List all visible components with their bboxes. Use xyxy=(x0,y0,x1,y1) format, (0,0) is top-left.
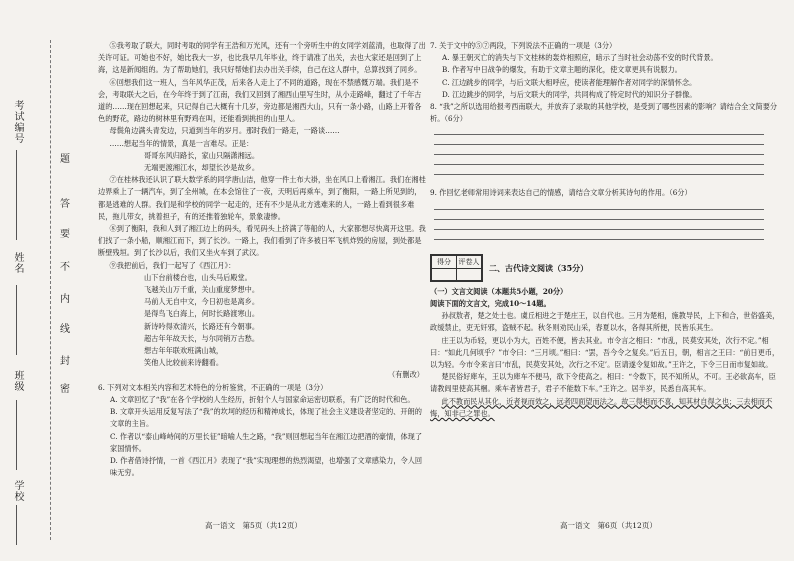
page-6-footer: 高一语文 第6页（共12页） xyxy=(560,521,657,530)
grader-cell[interactable] xyxy=(457,268,482,280)
poem-line: 无端更渡湘江水，却望长沙是故乡。 xyxy=(144,163,260,173)
question-9: 9. 作回忆老师常用诗词来表达自己的情感，请结合文章分析其诗句的作用。（6分） xyxy=(430,188,692,198)
class-label: 班级 xyxy=(12,370,23,392)
poem-line: 是得鸟飞白海上，何时长路渡寒山。 xyxy=(144,309,260,319)
name-blank[interactable] xyxy=(16,285,17,355)
school-label: 学校 xyxy=(12,480,23,502)
passage-para-6b: 母鬓角边满头青发边，只道到当年的岁月。那时我们一路走，一路谈…… xyxy=(109,126,340,136)
class-blank[interactable] xyxy=(16,400,17,470)
poem-line: 新诗吟得欢清兴，长路还有今朝事。 xyxy=(144,321,260,331)
classical-para-1: 孙叔敖者，楚之处士也。虞丘相进之于楚庄王，以自代也。三月为楚相，施教导民，上下和合，世俗盛美，政缓禁止，吏无奸邪，盗贼不起。秋冬则劝民山采，春夏以水，各得其所便，民皆乐其生。 xyxy=(430,311,780,333)
answer-line[interactable] xyxy=(434,219,764,220)
answer-line[interactable] xyxy=(434,134,764,135)
answer-line[interactable] xyxy=(434,144,764,145)
score-box xyxy=(430,254,483,282)
page-6-column xyxy=(430,40,780,420)
seal-char: 题 xyxy=(60,154,70,165)
grader-header: 评卷人 xyxy=(457,255,482,268)
question-7-option-d[interactable]: D. 江边跳步的同学，与后文联大的同学，共同构成了特定时代的知识分子群像。 xyxy=(442,89,697,99)
passage-para-8: ⑧到了衡阳，我和人到了湘江边上的码头，看见码头上挤满了等船的人，大家都想尽快离开这里。我们找了一条小船，顺湘江而下，到了长沙。一路上，我们看到了许多被日军飞机炸毁的房屋，到处都是断壁残垣。到了长沙以后，我们又坐火车到了武汉。 xyxy=(98,224,426,258)
seal-char: 线 xyxy=(60,324,70,335)
answer-line[interactable] xyxy=(434,154,764,155)
answer-line[interactable] xyxy=(434,174,764,175)
question-7-option-a[interactable]: A. 暴王朝灭亡的消失与下文桂林的轰炸相照应，暗示了当时社会动荡不安的时代背景。 xyxy=(442,53,718,63)
section-2-header xyxy=(430,254,780,282)
passage-para-5: ⑤我考取了联大，同时考取的同学有王浩和万光风，还有一个旁听生中的女同学刘蓝清，也取得了出关许可证。可她也不好，她比我大一岁，也比我早几年毕业，终于请准了出关，去也大家还是回到了上海，这是新闻组的。为了帮助她们，我只好帮她们去办出关手续，自己在这人群中，总算找到了同乡。 xyxy=(98,41,426,75)
question-6-option-b[interactable]: B. 文章开头运用反复写法了“我”的坎坷的经历和精神成长，体现了社会主义建设者坚定的、开朗的文章的主旨。 xyxy=(110,407,422,429)
page-5-footer: 高一语文 第5页（共12页） xyxy=(205,521,302,530)
source-note: （有删改） xyxy=(388,370,424,380)
answer-line[interactable] xyxy=(434,209,764,210)
poem-line: 哥哥东风归路长，家山只隔潇湘远。 xyxy=(144,150,260,160)
poem-line: 想古年年联欢班满山城， xyxy=(144,346,224,356)
classical-para-2: 庄王以为币轻，更以小为大，百姓不便，皆去其业。市令言之相曰：“市乱，民莫安其处，次行不定。”相曰：“如此几何顷乎？”市令曰：“三月顷。”相曰：“罢，吾今令之复矣。”后五日，朝，相言之王曰：“前日更币，以为轻。今市令来言曰‘市乱，民莫安其处，次行之不定’。臣请遂令复如故。”王许之，下令三日而市复如故。 xyxy=(430,335,780,370)
poem-line: 超古年年故天长，与尔同销万古愁。 xyxy=(144,333,260,343)
poem-line: 笑他人比较前来诗翻看。 xyxy=(144,358,224,368)
answer-line[interactable] xyxy=(434,229,764,230)
passage-para-7: ⑦在桂林我还认识了联大数学系的同学唐山洁，他穿一件土布大褂，坐在风口上看湘江。我们在湘桂边界乘上了一辆汽车，到了全州城，在本会馆住了一夜，天明后再乘车，到了衡阳，一路上所见到的，都是逃难的人群。我们是和学校的同学一起走的，还有不少是从北方逃难来的人，一路上看到很多难民，拖儿带女，挑着担子，有的还推着独轮车，景象凄惨。 xyxy=(98,175,426,221)
name-label: 姓名 xyxy=(12,252,23,274)
passage-para-6: ⑥回想我们这一班人，当年风华正茂，后来各人走上了不同的道路，现在不禁感慨万端。我们是不会，考取联大之后，在今年终于到了江南，我们又回到了湘西山里写生时，从小走路峰，翻过了千年古道的……现在回想起来，只记得自己大概有十几岁，旁边都是湘西大山，只有一条小路，山路上开着各色的野花，路边的树林里有野鸡在叫，还能看到挑担的山里人。 xyxy=(98,77,422,124)
poem-line: 山下台前楼台也，山头马后殿堂。 xyxy=(144,272,252,282)
school-blank[interactable] xyxy=(16,505,17,545)
classical-para-3: 楚民俗好庳车，王以为庳车不便马，欲下令使高之。相曰：“令数下，民不知所从，不可。王必欲高车，臣请教闾里使高其梱。乘车者皆君子，君子不能数下车。”王许之。居半岁，民悉自高其车。 xyxy=(430,372,776,394)
question-7-option-c[interactable]: C. 江边跳步的同学，与后文联大相呼应，使读者能理解作者对同学的深情怀念。 xyxy=(442,77,697,87)
page-5-column xyxy=(98,40,428,479)
section-2-title: 二、古代诗文阅读（35分） xyxy=(489,262,589,273)
seal-char: 要 xyxy=(60,229,70,240)
score-cell[interactable] xyxy=(432,268,457,280)
question-6-option-a[interactable]: A. 文章回忆了“我”在各个学校的人生经历，折射个人与国家命运密切联系，有广泛的时代和色。 xyxy=(110,394,415,404)
question-7-option-b[interactable]: B. 作者写中日战争的爆发，有助于文章主题的深化，使文章更具有说服力。 xyxy=(442,65,682,75)
seal-char: 封 xyxy=(60,356,70,367)
passage-poem-intro: ……想起当年的情景，真是一言难尽。正是： xyxy=(109,138,254,148)
question-6-option-d[interactable]: D. 作者借诗抒情，一首《西江月》表现了“我”实现理想的热烈渴望，也增强了文章感染力，令人回味无穷。 xyxy=(110,455,423,478)
question-8: 8. “我”之所以选用给报考西南联大，并放弃了录取的其他学校，是受到了哪些因素的影响？请结合全文简要分析。（6分） xyxy=(430,102,778,124)
binding-strip xyxy=(0,0,72,561)
seal-char: 密 xyxy=(60,384,70,395)
question-6-option-c[interactable]: C. 作者以“泰山峰峙间的万里长征”暗喻人生之路，“我”则回想起当年在湘江边把酒的豪情，体现了家国情怀。 xyxy=(110,431,423,453)
subsection-1-title: （一）文言文阅读（本题共5小题，20分） xyxy=(430,286,568,296)
question-7: 7. 关于文中的⑤⑦两段，下列说法不正确的一项是（3分） xyxy=(430,41,617,50)
exam-no-label: 考试编号 xyxy=(12,100,23,144)
poem-line: 马前人无自中文，今日初也是离乡。 xyxy=(144,297,260,307)
poem-line: 飞越关山万千重，关山重度梦想中。 xyxy=(144,285,260,295)
classical-para-4: 此不教而民从其化，近者视而效之，远者四面望而法之。故三得相而不喜，知其材自得之也；三去相而不悔，知非己之罪也。 xyxy=(430,396,773,418)
passage-para-9: ⑨我把前后，我们一起写了《西江月》： xyxy=(109,260,236,270)
seal-char: 内 xyxy=(60,294,70,305)
subsection-1-instruction: 阅读下面的文言文，完成10～14题。 xyxy=(430,299,551,309)
answer-line[interactable] xyxy=(434,239,764,240)
seal-dashed-line xyxy=(50,40,51,540)
question-6: 6. 下列对文本相关内容和艺术特色的分析鉴赏，不正确的一项是（3分） xyxy=(98,382,328,392)
score-header: 得分 xyxy=(432,255,457,268)
answer-line[interactable] xyxy=(434,164,764,165)
exam-no-blank[interactable] xyxy=(16,150,17,240)
seal-char: 不 xyxy=(60,262,70,273)
seal-char: 答 xyxy=(60,199,70,210)
